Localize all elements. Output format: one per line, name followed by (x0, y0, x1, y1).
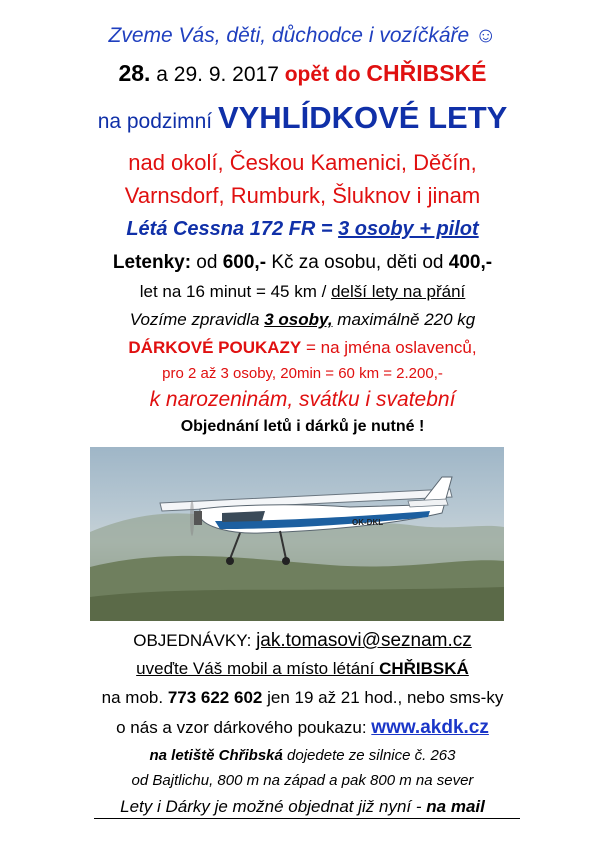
flight-length-line (0, 282, 605, 302)
date-line (0, 60, 605, 87)
date-rest: a 29. 9. 2017 (150, 63, 285, 86)
closing-line (0, 797, 605, 817)
airport-name: na letiště Chřibská (149, 747, 283, 764)
website-label: o nás a vzor dárkového poukazu: (116, 718, 372, 737)
phone-line (0, 688, 605, 708)
headline-pre: na podzimní (97, 110, 218, 133)
flight-length: let na 16 minut = 45 km / (139, 282, 332, 301)
closing-mail: na mail (426, 797, 485, 816)
date-start: 28. (118, 60, 151, 86)
area-line-2: Varnsdorf, Rumburk, Šluknov i jinam (124, 183, 481, 208)
orders-line (0, 630, 605, 652)
headline (0, 100, 605, 136)
location-name: CHŘIBSKÁ (379, 659, 469, 678)
directions-line-1 (0, 747, 605, 764)
website-link[interactable]: www.akdk.cz (371, 717, 489, 738)
vouchers-line (0, 338, 605, 358)
airplane-photo (90, 447, 504, 621)
phone-number[interactable]: 773 622 602 (167, 688, 263, 707)
prices-mid: Kč za osobu, děti od (266, 252, 449, 273)
orders-label: OBJEDNÁVKY: (133, 631, 257, 650)
instructions-text: uveďte Váš mobil a místo létání (136, 659, 380, 678)
headline-main: VYHLÍDKOVÉ LETY (217, 100, 508, 135)
tickets-label: Letenky: (112, 252, 192, 273)
longer-flights: delší lety na přání (331, 282, 466, 301)
vouchers-title: DÁRKOVÉ POUKAZY (128, 338, 302, 357)
again-to: opět do (284, 63, 367, 86)
airplane-illustration (90, 447, 504, 621)
website-line (0, 717, 605, 739)
invitation-line: Zveme Vás, děti, důchodce i vozíčkáře ☺ (108, 24, 497, 47)
booking-required: Objednání letů i dárků je nutné ! (180, 418, 425, 435)
phone-hours: jen 19 až 21 hod., nebo sms-ky (262, 688, 504, 707)
capacity-pre: Vozíme zpravidla (129, 310, 265, 329)
vouchers-price-line: pro 2 až 3 osoby, 20min = 60 km = 2.200,- (162, 365, 443, 382)
prices-from: od (191, 252, 223, 273)
capacity-text: 3 osoby + pilot (338, 218, 479, 240)
directions-line-2: od Bajtlichu, 800 m na západ a pak 800 m na sever (131, 772, 474, 789)
child-price: 400,- (448, 252, 493, 273)
occasions-line: k narozeninám, svátku i svatební (149, 388, 456, 411)
directions-text: dojedete ze silnice č. 263 (282, 747, 456, 764)
area-line-1: nad okolí, Českou Kamenici, Děčín, (128, 150, 477, 175)
place-name: CHŘIBSKÉ (366, 60, 487, 86)
closing-text: Lety i Dárky je možné objednat již nyní - (120, 797, 427, 816)
adult-price: 600,- (222, 252, 267, 273)
instructions-line (0, 659, 605, 679)
aircraft-line (0, 218, 605, 241)
closing-underline (94, 818, 520, 819)
registration-mark: OK-DKL (352, 518, 384, 527)
vouchers-desc: = na jména oslavenců, (301, 338, 477, 357)
capacity-line (0, 310, 605, 330)
capacity-persons: 3 osoby, (264, 310, 333, 329)
order-email[interactable]: jak.tomasovi@seznam.cz (256, 630, 472, 651)
phone-label: na mob. (101, 688, 168, 707)
prices-line (0, 252, 605, 274)
capacity-weight: maximálně 220 kg (332, 310, 476, 329)
aircraft-text: Létá Cessna 172 FR = (126, 218, 339, 240)
